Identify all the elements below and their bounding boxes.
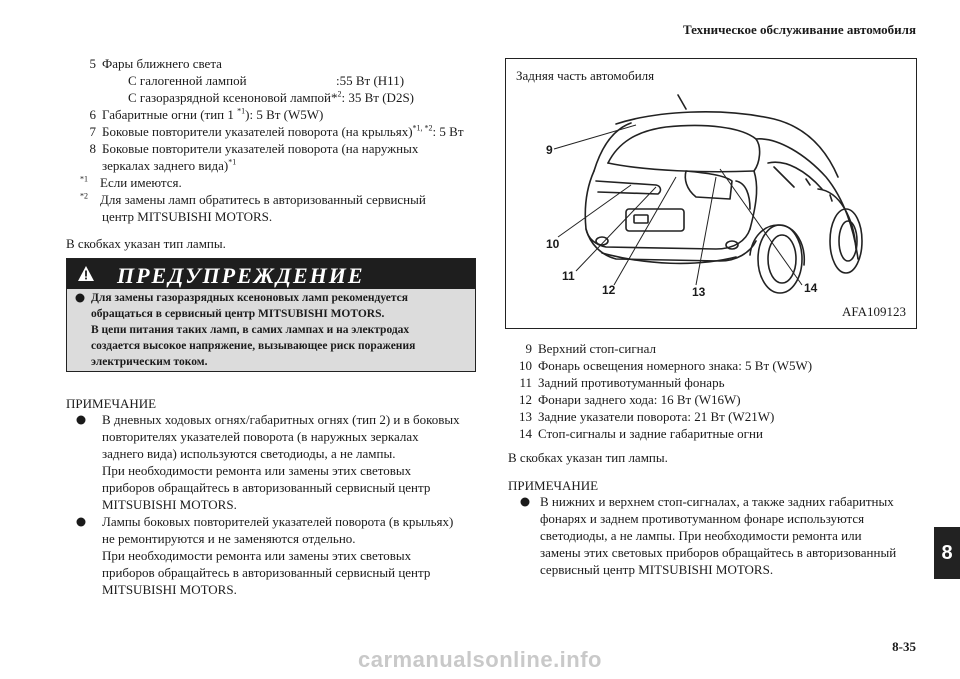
note-left-b1-l6: MITSUBISHI MOTORS. xyxy=(102,497,237,512)
note-left-b1-l3: заднего вида) используются светодиоды, а не лампы. xyxy=(102,446,396,461)
footnote-2: $^{*2}$ Для замены ламп обратитесь в авторизованный сервисный xyxy=(80,191,426,207)
list-item-8-cont: зеркалах заднего вида)$^{*1}$ xyxy=(102,157,237,173)
note-right-l5: сервисный центр MITSUBISHI MOTORS. xyxy=(540,562,774,577)
list-item-10: 10 Фонарь освещения номерного знака: 5 Вт (W5W) xyxy=(519,358,813,373)
list-item-5: 5 Фары ближнего света xyxy=(89,56,222,71)
list-item-12: 12 Фонари заднего хода: 16 Вт (W16W) xyxy=(519,392,741,407)
callout-14: 14 xyxy=(804,281,818,295)
list-subitem-halogen: С галогенной лампой xyxy=(128,73,247,88)
page-number: 8-35 xyxy=(892,639,916,654)
list-subitem-halogen-value: :55 Вт (H11) xyxy=(336,73,405,88)
callout-12: 12 xyxy=(602,283,616,297)
figure-code: AFA109123 xyxy=(841,304,906,319)
warning-line-1: Для замены газоразрядных ксеноновых ламп рекомендуется xyxy=(91,292,408,304)
list-item-9: 9 Верхний стоп-сигнал xyxy=(525,341,657,356)
note-right-l3: светодиоды, а не лампы. При необходимости ремонта или xyxy=(540,528,862,543)
bullet-icon xyxy=(520,497,530,507)
callout-9: 9 xyxy=(546,143,553,157)
warning-body xyxy=(67,289,475,371)
note-title-right: ПРИМЕЧАНИЕ xyxy=(508,478,599,493)
footnote-1: $^{*1}$ Если имеются. xyxy=(80,174,182,190)
bracket-note-left: В скобках указан тип лампы. xyxy=(66,236,226,251)
bullet-icon xyxy=(75,293,85,303)
list-item-8: 8 Боковые повторители указателей поворота (на наружных xyxy=(89,141,419,156)
footnote-2-cont: центр MITSUBISHI MOTORS. xyxy=(102,209,273,224)
note-left-b1-l4: При необходимости ремонта или замены этих световых xyxy=(102,463,412,478)
list-item-14: 14 Стоп-сигналы и задние габаритные огни xyxy=(519,426,763,441)
bracket-note-right: В скобках указан тип лампы. xyxy=(508,450,668,465)
note-right-l4: замены этих световых приборов обращайтесь в авторизованный xyxy=(540,545,897,560)
note-left-b1-l1: В дневных ходовых огнях/габаритных огнях (тип 2) и в боковых xyxy=(102,412,460,427)
list-item-7: 7 Боковые повторители указателей поворота (на крыльях)$^{*1, *2}$: 5 Вт xyxy=(89,123,464,139)
list-subitem-xenon: С газоразрядной ксеноновой лампой*$^2$: 35 Вт (D2S) xyxy=(128,89,415,105)
callout-11: 11 xyxy=(562,269,575,283)
rear-car-illustration xyxy=(506,59,916,328)
callout-13: 13 xyxy=(692,285,706,299)
note-left-b1-l2: повторителях указателей поворота (в наружных зеркалах xyxy=(102,429,419,444)
list-item-6: 6 Габаритные огни (тип 1 $^{*1}$): 5 Вт (W5W) xyxy=(89,106,324,122)
warning-box xyxy=(66,258,476,372)
warning-line-3: В цепи питания таких ламп, в самих лампах и на электродах xyxy=(91,324,410,336)
chapter-tab: 8 xyxy=(934,527,960,579)
warning-line-5: электрическим током. xyxy=(91,356,208,368)
warning-triangle-icon xyxy=(77,265,95,282)
bullet-icon xyxy=(76,517,86,527)
note-left-b2-l3: При необходимости ремонта или замены этих световых xyxy=(102,548,412,563)
warning-header xyxy=(67,259,475,289)
page-header-title: Техническое обслуживание автомобиля xyxy=(682,22,916,37)
bullet-icon xyxy=(76,415,86,425)
note-left-b2-l5: MITSUBISHI MOTORS. xyxy=(102,582,237,597)
callout-10: 10 xyxy=(546,237,560,251)
note-left-b2-l2: не ремонтируются и не заменяются отдельно. xyxy=(102,531,356,546)
note-title-left: ПРИМЕЧАНИЕ xyxy=(66,396,157,411)
warning-line-2: обращаться в сервисный центр MITSUBISHI MOTORS. xyxy=(91,308,385,320)
note-right-l1: В нижних и верхнем стоп-сигналах, а также задних габаритных xyxy=(540,494,894,509)
warning-title: ПРЕДУПРЕЖДЕНИЕ xyxy=(117,263,365,288)
note-left-b2-l1: Лампы боковых повторителей указателей поворота (в крыльях) xyxy=(102,514,454,529)
warning-line-4: создается высокое напряжение, вызывающее риск поражения xyxy=(91,340,416,352)
list-item-11: 11 Задний противотуманный фонарь xyxy=(519,375,725,390)
watermark: carmanualsonline.info xyxy=(358,647,602,672)
note-left-b2-l4: приборов обращайтесь в авторизованный сервисный центр xyxy=(102,565,431,580)
note-right-l2: фонарях и заднем противотуманном фонаре используются xyxy=(540,511,865,526)
note-left-b1-l5: приборов обращайтесь в авторизованный сервисный центр xyxy=(102,480,431,495)
figure-caption: Задняя часть автомобиля xyxy=(516,68,655,83)
rear-car-figure xyxy=(505,58,917,329)
list-item-13: 13 Задние указатели поворота: 21 Вт (W21W) xyxy=(519,409,775,424)
